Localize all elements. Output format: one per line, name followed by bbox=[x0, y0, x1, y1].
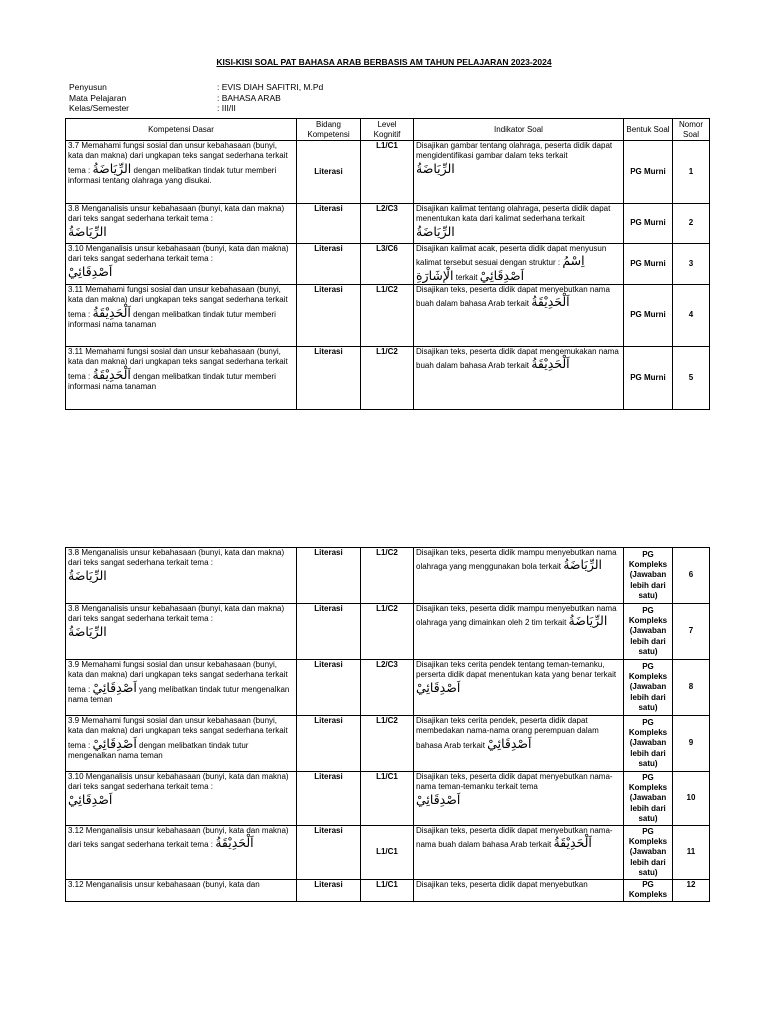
kd-text: 3.7 Memahami fungsi sosial dan unsur kebahasaan (bunyi, kata dan makna) dari ungkapan teks sangat sederhana terkait tema : bbox=[68, 141, 288, 175]
cell-kd bbox=[66, 880, 297, 902]
cell-bentuk: PG Murni bbox=[624, 204, 673, 244]
header-level: Level Kognitif bbox=[361, 119, 414, 141]
cell-level: L1/C2 bbox=[361, 548, 414, 604]
table-row bbox=[66, 772, 710, 826]
cell-level: L1/C2 bbox=[361, 716, 414, 772]
indikator-text: Disajikan teks cerita pendek tentang teman-temanku, perserta didik dapat menentukan kata yang benar terkait bbox=[416, 660, 617, 680]
cell-bentuk: PG Kompleks (Jawaban lebih dari satu) bbox=[624, 826, 673, 880]
cell-bidang: Literasi bbox=[297, 880, 361, 902]
cell-bentuk: PG Murni bbox=[624, 244, 673, 285]
header-bidang: Bidang Kompetensi bbox=[297, 119, 361, 141]
kd-arabic: الرِّيَاضَةُ bbox=[68, 623, 107, 639]
kd-text: 3.9 Memahami fungsi sosial dan unsur kebahasaan (bunyi, kata dan makna) dari ungkapan teks sangat sederhana terkait tema : bbox=[68, 660, 288, 694]
cell-bidang: Literasi bbox=[297, 604, 361, 660]
kd-arabic: اَصْدِقَائِيْ bbox=[92, 735, 137, 751]
table-row bbox=[66, 548, 710, 604]
indikator-arabic-2: اَصْدِقَائِيْ bbox=[479, 267, 525, 283]
indikator-text: Disajikan kalimat acak, peserta didik dapat menyusun kalimat tersebut sesuai dengan struktur : bbox=[416, 244, 607, 268]
cell-indikator bbox=[414, 244, 624, 285]
meta-row-kelas bbox=[69, 103, 323, 114]
meta-row-mapel bbox=[69, 93, 323, 104]
table-row bbox=[66, 604, 710, 660]
cell-level: L2/C3 bbox=[361, 204, 414, 244]
cell-kd bbox=[66, 244, 297, 285]
kd-arabic: اَصْدِقَائِيْ bbox=[68, 263, 113, 279]
meta-block bbox=[69, 82, 323, 114]
meta-value: : BAHASA ARAB bbox=[217, 92, 281, 103]
kd-arabic: الرِّيَاضَةُ bbox=[92, 160, 132, 176]
cell-indikator bbox=[414, 347, 624, 410]
indikator-arabic: الرِّيَاضَةُ bbox=[416, 223, 455, 239]
cell-bentuk: PG Murni bbox=[624, 347, 673, 410]
cell-nomor: 9 bbox=[673, 716, 710, 772]
indikator-arabic: اَلْحَدِيْقَةُ bbox=[553, 835, 592, 851]
kd-arabic: اَلْحَدِيْقَةُ bbox=[92, 366, 131, 382]
cell-level: L1/C2 bbox=[361, 347, 414, 410]
indikator-arabic: اَلْحَدِيْقَةُ bbox=[531, 356, 570, 372]
kd-text-post: yang melibatkan tindak tutur mengenalkan nama teman bbox=[68, 684, 290, 704]
cell-bentuk: PG Kompleks (Jawaban lebih dari satu) bbox=[624, 772, 673, 826]
kd-text: 3.10 Menganalisis unsur kebahasaan (bunyi, kata dan makna) dari teks sangat sederhana terkait tema : bbox=[68, 244, 289, 264]
cell-kd bbox=[66, 204, 297, 244]
meta-row-penyusun bbox=[69, 82, 323, 93]
cell-level: L1/C2 bbox=[361, 604, 414, 660]
indikator-arabic: اَصْدِقَائِيْ bbox=[416, 679, 461, 695]
cell-kd bbox=[66, 347, 297, 410]
cell-level: L3/C6 bbox=[361, 244, 414, 285]
table-row bbox=[66, 141, 710, 204]
indikator-text: Disajikan gambar tentang olahraga, peserta didik dapat mengidentifikasi gambar dalam teks terkait bbox=[416, 141, 613, 161]
kd-text: 3.8 Menganalisis unsur kebahasaan (bunyi, kata dan makna) dari teks sangat sederhana terkait tema : bbox=[68, 548, 285, 568]
cell-bidang: Literasi bbox=[297, 826, 361, 880]
cell-kd bbox=[66, 826, 297, 880]
indikator-text: Disajikan teks, peserta didik dapat menyebutkan nama buah dalam bahasa Arab terkait bbox=[416, 285, 610, 309]
cell-indikator bbox=[414, 204, 624, 244]
cell-nomor: 12 bbox=[673, 880, 710, 902]
kd-text-post: dengan melibatkan tindak tutur memberi informasi nama tanaman bbox=[68, 371, 276, 391]
cell-indikator bbox=[414, 548, 624, 604]
indikator-text: Disajikan teks, peserta didik dapat menyebutkan nama-nama teman-temanku terkait tema bbox=[416, 772, 613, 792]
cell-indikator bbox=[414, 826, 624, 880]
cell-kd bbox=[66, 660, 297, 716]
table-row bbox=[66, 347, 710, 410]
cell-nomor: 5 bbox=[673, 347, 710, 410]
cell-indikator bbox=[414, 660, 624, 716]
meta-label: Penyusun bbox=[69, 82, 107, 92]
cell-level: L1/C1 bbox=[361, 880, 414, 902]
cell-kd bbox=[66, 604, 297, 660]
indikator-arabic: اَصْدِقَائِيْ bbox=[487, 735, 532, 751]
cell-bentuk: PG Murni bbox=[624, 285, 673, 347]
indikator-arabic: اَلْحَدِيْقَةُ bbox=[531, 294, 570, 310]
header-nomor: Nomor Soal bbox=[673, 119, 710, 141]
kd-text: 3.8 Menganalisis unsur kebahasaan (bunyi, kata dan makna) dari teks sangat sederhana terkait tema : bbox=[68, 204, 285, 224]
cell-level: L1/C1 bbox=[361, 141, 414, 204]
cell-bidang: Literasi bbox=[297, 660, 361, 716]
cell-bentuk: PG Kompleks bbox=[624, 880, 673, 902]
cell-bidang: Literasi bbox=[297, 141, 361, 204]
cell-level: L1/C1 bbox=[361, 826, 414, 880]
cell-bentuk: PG Kompleks (Jawaban lebih dari satu) bbox=[624, 716, 673, 772]
cell-nomor: 1 bbox=[673, 141, 710, 204]
meta-value: : EVIS DIAH SAFITRI, M.Pd bbox=[217, 82, 324, 92]
header-bentuk: Bentuk Soal bbox=[624, 119, 673, 141]
cell-indikator bbox=[414, 772, 624, 826]
kisi-table-continued bbox=[65, 547, 710, 902]
indikator-text: Disajikan teks, peserta didik mampu menyebutkan nama olahraga yang dimainkan oleh 2 tim terkait bbox=[416, 604, 617, 628]
cell-nomor: 8 bbox=[673, 660, 710, 716]
cell-indikator bbox=[414, 285, 624, 347]
cell-kd bbox=[66, 141, 297, 204]
indikator-arabic: اَصْدِقَائِيْ bbox=[416, 791, 461, 807]
kd-arabic: اَلْحَدِيْقَةُ bbox=[92, 304, 131, 320]
cell-nomor: 7 bbox=[673, 604, 710, 660]
cell-kd bbox=[66, 548, 297, 604]
kd-text: 3.11 Memahami fungsi sosial dan unsur kebahasaan (bunyi, kata dan makna) dari ungkapan teks sangat sederhana terkait tema : bbox=[68, 347, 288, 381]
cell-nomor: 3 bbox=[673, 244, 710, 285]
indikator-arabic: الرِّيَاضَةُ bbox=[416, 160, 455, 176]
kd-text: 3.10 Menganalisis unsur kebahasaan (bunyi, kata dan makna) dari teks sangat sederhana terkait tema : bbox=[68, 772, 289, 792]
cell-level: L1/C1 bbox=[361, 772, 414, 826]
cell-kd bbox=[66, 716, 297, 772]
cell-bentuk: PG Murni bbox=[624, 141, 673, 204]
cell-kd bbox=[66, 772, 297, 826]
cell-bentuk: PG Kompleks (Jawaban lebih dari satu) bbox=[624, 604, 673, 660]
doc-title: KISI-KISI SOAL PAT BAHASA ARAB BERBASIS AM TAHUN PELAJARAN 2023-2024 bbox=[216, 57, 552, 67]
table-row bbox=[66, 880, 710, 902]
meta-label: Mata Pelajaran bbox=[69, 92, 127, 103]
indikator-arabic: الرِّيَاضَةُ bbox=[563, 557, 603, 573]
indikator-text: Disajikan teks cerita pendek, peserta didik dapat membedakan nama-nama orang perempuan dalam bahasa Arab terkait bbox=[416, 716, 599, 750]
cell-nomor: 4 bbox=[673, 285, 710, 347]
indikator-text: Disajikan teks, peserta didik dapat menyebutkan nama-nama buah dalam bahasa Arab terkait bbox=[416, 826, 613, 850]
indikator-text: Disajikan kalimat tentang olahraga, peserta didik dapat menentukan kata dari kalimat sederhana terkait bbox=[416, 204, 611, 224]
indikator-text: Disajikan teks, peserta didik dapat menyebutkan bbox=[416, 880, 588, 889]
cell-bidang: Literasi bbox=[297, 244, 361, 285]
kd-text: 3.8 Menganalisis unsur kebahasaan (bunyi, kata dan makna) dari teks sangat sederhana terkait tema : bbox=[68, 604, 285, 624]
meta-value: : III/II bbox=[217, 103, 236, 114]
kd-text: 3.9 Memahami fungsi sosial dan unsur kebahasaan (bunyi, kata dan makna) dari ungkapan teks sangat sederhana terkait tema : bbox=[68, 716, 288, 750]
kd-text-post: dengan melibatkan tindak tutur memberi informasi tentang olahraga yang disukai. bbox=[68, 165, 277, 185]
indikator-arabic: اِسْمُ الْإِشَارَةِ bbox=[416, 253, 585, 283]
kd-text-post: dengan melibatkan tindak tutur mengenalkan nama teman bbox=[68, 740, 249, 760]
kd-text: 3.12 Menganalisis unsur kebahasaan (bunyi, kata dan makna) dari teks sangat sederhana terkait tema : bbox=[68, 826, 289, 850]
cell-bentuk: PG Kompleks (Jawaban lebih dari satu) bbox=[624, 548, 673, 604]
cell-bidang: Literasi bbox=[297, 285, 361, 347]
cell-nomor: 6 bbox=[673, 548, 710, 604]
kd-arabic: الرِّيَاضَةُ bbox=[68, 567, 107, 583]
cell-bidang: Literasi bbox=[297, 772, 361, 826]
cell-nomor: 10 bbox=[673, 772, 710, 826]
header-kd: Kompetensi Dasar bbox=[66, 119, 297, 141]
cell-indikator bbox=[414, 604, 624, 660]
kd-text-post: dengan melibatkan tindak tutur memberi informasi nama tanaman bbox=[68, 309, 276, 329]
cell-indikator bbox=[414, 716, 624, 772]
indikator-mid: terkait bbox=[455, 272, 478, 282]
kd-arabic: اَلْحَدِيْقَةُ bbox=[215, 835, 254, 851]
table-row bbox=[66, 244, 710, 285]
cell-bidang: Literasi bbox=[297, 347, 361, 410]
indikator-text: Disajikan teks, peserta didik dapat mengemukakan nama buah dalam bahasa Arab terkait bbox=[416, 347, 619, 371]
indikator-text: Disajikan teks, peserta didik mampu menyebutkan nama olahraga yang menggunakan bola terkait bbox=[416, 548, 617, 572]
cell-kd bbox=[66, 285, 297, 347]
kd-text: 3.12 Menganalisis unsur kebahasaan (bunyi, kata dan bbox=[68, 880, 260, 889]
cell-level: L1/C2 bbox=[361, 285, 414, 347]
kd-arabic: الرِّيَاضَةُ bbox=[68, 223, 107, 239]
kisi-table bbox=[65, 118, 710, 410]
kd-arabic: اَصْدِقَائِيْ bbox=[92, 679, 137, 695]
table-row bbox=[66, 826, 710, 880]
cell-bidang: Literasi bbox=[297, 204, 361, 244]
table-header-row bbox=[66, 119, 710, 141]
meta-label: Kelas/Semester bbox=[69, 103, 129, 114]
header-indikator: Indikator Soal bbox=[414, 119, 624, 141]
cell-level: L2/C3 bbox=[361, 660, 414, 716]
kd-text: 3.11 Memahami fungsi sosial dan unsur kebahasaan (bunyi, kata dan makna) dari ungkapan teks sangat sederhana terkait tema : bbox=[68, 285, 288, 319]
table-row bbox=[66, 660, 710, 716]
cell-nomor: 2 bbox=[673, 204, 710, 244]
table-row bbox=[66, 204, 710, 244]
table-row bbox=[66, 285, 710, 347]
cell-nomor: 11 bbox=[673, 826, 710, 880]
cell-indikator bbox=[414, 880, 624, 902]
cell-bidang: Literasi bbox=[297, 548, 361, 604]
kd-arabic: اَصْدِقَائِيْ bbox=[68, 791, 113, 807]
indikator-arabic: الرِّيَاضَةُ bbox=[568, 613, 608, 629]
table-row bbox=[66, 716, 710, 772]
cell-indikator bbox=[414, 141, 624, 204]
cell-bentuk: PG Kompleks (Jawaban lebih dari satu) bbox=[624, 660, 673, 716]
cell-bidang: Literasi bbox=[297, 716, 361, 772]
